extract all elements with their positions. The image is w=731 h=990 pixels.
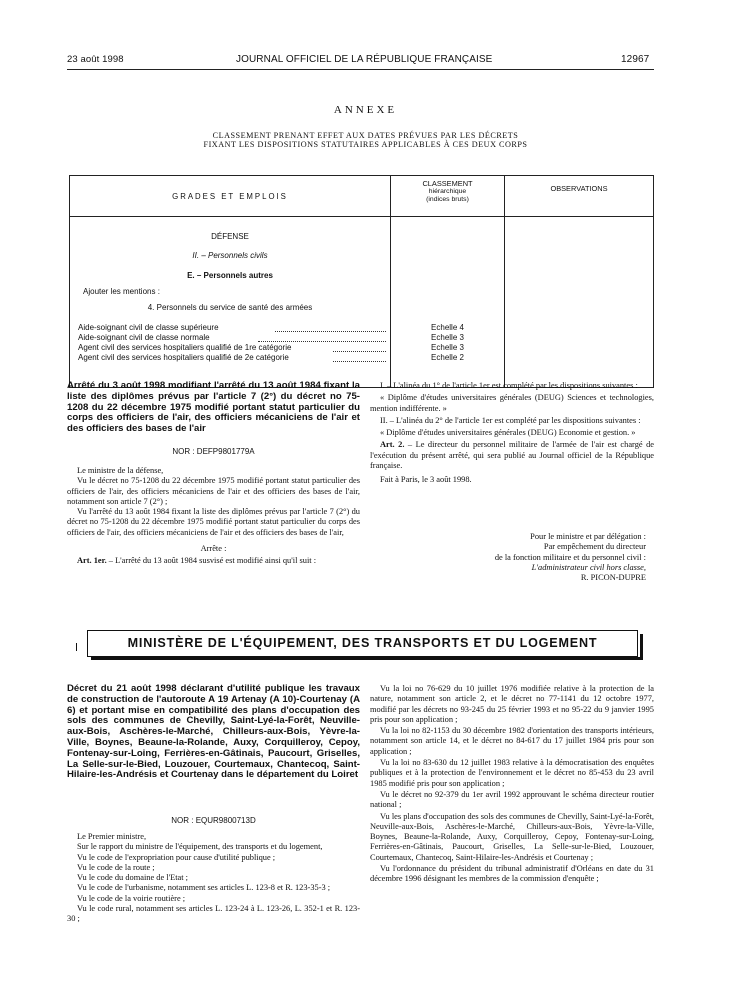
leader-dots (258, 341, 386, 342)
observations-cell (505, 217, 654, 388)
section-autres: E. – Personnels autres (187, 271, 273, 280)
grade-row-4: Agent civil des services hospitaliers qualifié de 2e catégorie (78, 353, 289, 362)
decret-right-1: Vu la loi no 82-1153 du 30 décembre 1982 d'orientation des transports intérieurs, notamment son article 14, et le décret no 84-617 du 17 juillet 1984 pris pour son application ; (370, 726, 654, 756)
decret-right-body (370, 684, 654, 885)
arrete-p1: Le ministre de la défense, (77, 466, 164, 475)
leader-dots (333, 361, 386, 362)
decret-left-0: Le Premier ministre, (77, 832, 147, 841)
banner-shadow (91, 657, 643, 660)
col-header-observations: OBSERVATIONS (505, 176, 654, 217)
decret-right-0: Vu la loi no 76-629 du 10 juillet 1976 modifiée relative à la protection de la nature, notamment son article 2, et le décret no 77-1141 du 12 octobre 1977, modifié par les décrets no 93-245 du 25 février 1993 et no 95-22 du 9 janvier 1995 pris pour son application ; (370, 684, 654, 724)
journal-title: JOURNAL OFFICIEL DE LA RÉPUBLIQUE FRANÇAISE (236, 54, 493, 65)
classement-table (69, 175, 654, 388)
arrete-p4: Arrête : (200, 544, 227, 554)
echelle-row-3: Echelle 3 (431, 343, 464, 352)
arrete-art1 (67, 556, 360, 566)
decret-left-3: Vu le code de la route ; (77, 862, 155, 872)
decret-right-5: Vu l'ordonnance du président du tribunal administratif d'Orléans en date du 31 décembre 1996 désignant les membres de la commission d'enquête ; (370, 864, 654, 884)
grade-row-1: Aide-soignant civil de classe supérieure (78, 323, 219, 332)
banner-mark (76, 643, 81, 651)
decret-right-4: Vu les plans d'occupation des sols des communes de Chevilly, Saint-Lyé-la-Forêt, Neuville-aux-Bois, Aschères-le-Marché, Chilleurs-aux-Bois, Yèvre-la-Ville, Boynes, Beaune-la-Rolande, Auxy, Corquilleroy, Cepoy, Fontenay-sur-Loing, Ferrières-en-Gâtinais, Paucourt, Griselles, La Selle-sur-le-Bied, Louzouer, Courtemaux, Chantecoq, Saint-Hilaire-les-Andrésis et Courtenay ; (370, 811, 654, 862)
arrete-p2: Vu le décret no 75-1208 du 22 décembre 1975 modifié portant statut particulier des officiers de l'air, des officiers mécaniciens de l'air et des officiers des bases de l'air, notamment son article 7 (2°) ; (67, 476, 360, 506)
arrete-right-body (370, 381, 654, 486)
header-date: 23 août 1998 (67, 54, 124, 65)
arrete-p3: Vu l'arrêté du 13 août 1984 fixant la liste des diplômes prévus par l'article 7 (2°) du décret no 75-1208 du 22 décembre 1975 modifié portant statut particulier du corps des officiers de l'air, des officiers mécaniciens de l'air et des officiers des bases de l'air, (67, 507, 360, 537)
sig-line-1: Pour le ministre et par délégation : (530, 532, 646, 541)
annexe-subtitle-2: FIXANT LES DISPOSITIONS STATUTAIRES APPLICABLES À CES DEUX CORPS (203, 140, 528, 149)
ministry-heading: MINISTÈRE DE L'ÉQUIPEMENT, DES TRANSPORTS ET DU LOGEMENT (87, 630, 638, 657)
col-header-classement-1: CLASSEMENT (422, 179, 473, 188)
col-header-classement-3: (indices bruts) (426, 196, 469, 203)
header-rule (67, 69, 654, 70)
decret-left-6: Vu le code de la voirie routière ; (77, 893, 186, 903)
arrete-art2 (370, 440, 654, 471)
decret-left-1: Sur le rapport du ministre de l'équipement, des transports et du logement, (77, 842, 323, 852)
decret-left-2: Vu le code de l'expropriation pour cause d'utilité publique ; (77, 852, 276, 862)
col-header-classement-2: hiérarchique (428, 188, 467, 195)
arrete-r1: I. – L'alinéa du 1° de l'article 1er est complété par les dispositions suivantes : (380, 381, 638, 390)
sig-line-3: de la fonction militaire et du personnel civil : (494, 552, 646, 562)
arrete-r2: « Diplôme d'études universitaires générales (DEUG) Sciences et technologies, mention indifférente. » (370, 393, 654, 413)
leader-dots (275, 331, 386, 332)
art1-text: – L'arrêté du 13 août 1984 susvisé est modifié ainsi qu'il suit : (106, 556, 317, 566)
arrete-nor: NOR : DEFP9801779A (172, 447, 255, 456)
arrete-r4: « Diplôme d'études universitaires générales (DEUG) Economie et gestion. » (380, 428, 636, 438)
echelle-row-1: Echelle 4 (431, 323, 464, 332)
arrete-body (67, 466, 360, 567)
annexe-subtitle-1: CLASSEMENT PRENANT EFFET AUX DATES PRÉVUES PAR LES DÉCRETS (212, 131, 519, 140)
sig-line-2: Par empêchement du directeur (543, 542, 646, 552)
sig-line-5: R. PICON-DUPRE (580, 573, 646, 583)
page-number: 12967 (621, 54, 650, 65)
col-header-grades: GRADES ET EMPLOIS (70, 176, 391, 217)
decret-right-3: Vu le décret no 92-379 du 1er avril 1992 approuvant le schéma directeur routier national ; (370, 789, 654, 810)
decret-left-7: Vu le code rural, notamment ses articles L. 123-24 à L. 123-26, L. 352-1 et R. 123-30 ; (67, 904, 360, 924)
decret-left-5: Vu le code de l'urbanisme, notamment ses articles L. 123-8 et R. 123-35-3 ; (77, 883, 331, 893)
grade-row-2: Aide-soignant civil de classe normale (78, 333, 210, 342)
arrete-fait: Fait à Paris, le 3 août 1998. (380, 475, 472, 485)
arrete-r3: II. – L'alinéa du 2° de l'article 1er est complété par les dispositions suivantes : (380, 415, 641, 425)
decret-left-4: Vu le code du domaine de l'Etat ; (77, 873, 189, 883)
decret-title: Décret du 21 août 1998 déclarant d'utilité publique les travaux de construction de l'autoroute A 19 Artenay (A 10)-Courtenay (A 6) et portant mise en compatibilité des plans d'occupation des sols des communes de Chevilly, Saint-Lyé-la-Forêt, Neuville-aux-Bois, Aschères-le-Marché, Chilleurs-aux-Bois, Yèvre-la-Ville, Boynes, Beaune-la-Rolande, Auxy, Corquilleroy, Cepoy, Fontenay-sur-Loing, Ferrières-en-Gâtinais, Paucourt, Griselles, La Selle-sur-le-Bied, Louzouer, Courtemaux, Chantecoq, Saint-Hilaire-les-Andrésis et Courtenay dans le département du Loiret (67, 683, 360, 781)
arrete-title: Arrêté du 3 août 1998 modifiant l'arrêté du 13 août 1984 fixant la liste des diplômes prévus par l'article 7 (2°) du décret no 75-1208 du 22 décembre 1975 modifié portant statut particulier du corps des officiers de l'air, des officiers mécaniciens de l'air et des officiers des bases de l'air (67, 380, 360, 435)
annexe-title: ANNEXE (333, 104, 398, 116)
arrete-signature (370, 532, 646, 583)
decret-nor: NOR : EQUR9800713D (171, 816, 256, 825)
art2-text: – Le directeur du personnel militaire de l'armée de l'air est chargé de l'exécution du présent arrêté, qui sera publié au Journal officiel de la République française. (370, 440, 654, 471)
art2-label: Art. 2. (380, 440, 405, 450)
section-defense: DÉFENSE (211, 232, 249, 241)
col-header-classement (391, 176, 505, 217)
echelle-row-2: Echelle 3 (431, 333, 464, 342)
decret-left-body (67, 832, 360, 925)
leader-dots (333, 351, 386, 352)
grade-row-3: Agent civil des services hospitaliers qualifié de 1re catégorie (78, 343, 292, 352)
art1-label: Art. 1er. (77, 556, 107, 566)
sig-line-4: L'administrateur civil hors classe, (531, 562, 646, 572)
classement-cell (391, 217, 505, 388)
decret-right-2: Vu la loi no 83-630 du 12 juillet 1983 relative à la démocratisation des enquêtes publiques et à la protection de l'environnement et le décret no 85-453 du 23 avril 1985 modifié pris pour son application ; (370, 758, 654, 788)
section-sante: 4. Personnels du service de santé des armées (147, 303, 313, 312)
ajouter-mentions: Ajouter les mentions : (83, 287, 160, 296)
section-civils: II. – Personnels civils (192, 251, 268, 260)
echelle-row-4: Echelle 2 (431, 353, 464, 362)
grades-cell (70, 217, 391, 388)
